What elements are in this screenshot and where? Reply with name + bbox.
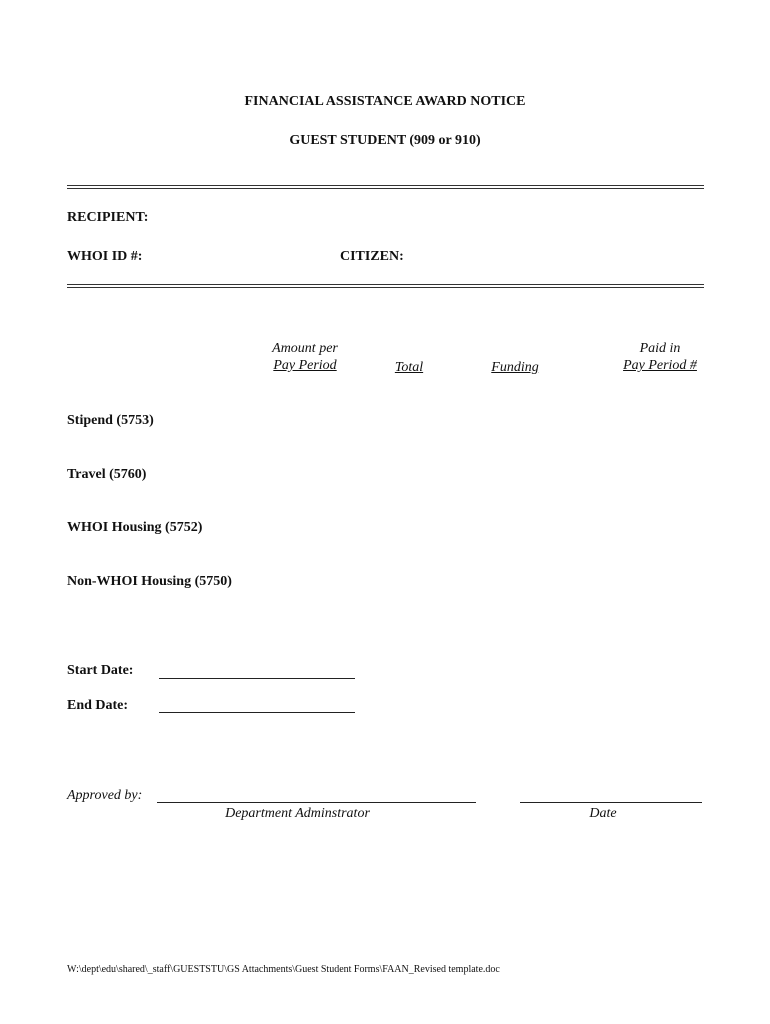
start-date-label: Start Date: xyxy=(67,663,134,678)
col-funding-header xyxy=(470,341,560,376)
date-caption: Date xyxy=(589,806,617,821)
col-funding-line2: Funding xyxy=(491,360,539,375)
row-travel: Travel (5760) xyxy=(67,467,147,482)
col-paid-line1: Paid in xyxy=(639,341,681,356)
col-amount-line2: Pay Period xyxy=(273,358,337,373)
end-date-field[interactable] xyxy=(159,712,355,713)
col-amount-header xyxy=(250,341,360,374)
col-funding-line1 xyxy=(470,341,560,359)
approved-by-label: Approved by: xyxy=(67,788,143,803)
admin-caption: Department Adminstrator xyxy=(225,806,370,821)
top-rule-1 xyxy=(67,185,704,186)
bottom-rule-2 xyxy=(67,287,704,288)
col-total-line2: Total xyxy=(394,360,424,375)
col-paid-line2: Pay Period # xyxy=(623,358,697,373)
recipient-label: RECIPIENT: xyxy=(67,210,149,225)
row-stipend: Stipend (5753) xyxy=(67,413,154,428)
row-whoi-housing: WHOI Housing (5752) xyxy=(67,520,203,535)
document-title: FINANCIAL ASSISTANCE AWARD NOTICE xyxy=(244,94,526,109)
col-total-line1 xyxy=(370,341,448,359)
col-paid-header xyxy=(605,341,715,374)
footer-file-path: W:\dept\edu\shared\_staff\GUESTSTU\GS Attachments\Guest Student Forms\FAAN_Revised template.doc xyxy=(67,964,500,975)
top-rule-2 xyxy=(67,188,704,189)
col-total-header xyxy=(370,341,448,376)
citizen-label: CITIZEN: xyxy=(340,249,404,264)
admin-signature-field[interactable] xyxy=(157,802,476,803)
end-date-label: End Date: xyxy=(67,698,129,713)
whoi-id-label: WHOI ID #: xyxy=(67,249,143,264)
approval-date-field[interactable] xyxy=(520,802,702,803)
row-non-whoi-housing: Non-WHOI Housing (5750) xyxy=(67,574,232,589)
bottom-rule-1 xyxy=(67,284,704,285)
col-amount-line1: Amount per xyxy=(272,341,338,356)
start-date-field[interactable] xyxy=(159,678,355,679)
document-subtitle: GUEST STUDENT (909 or 910) xyxy=(289,133,481,148)
